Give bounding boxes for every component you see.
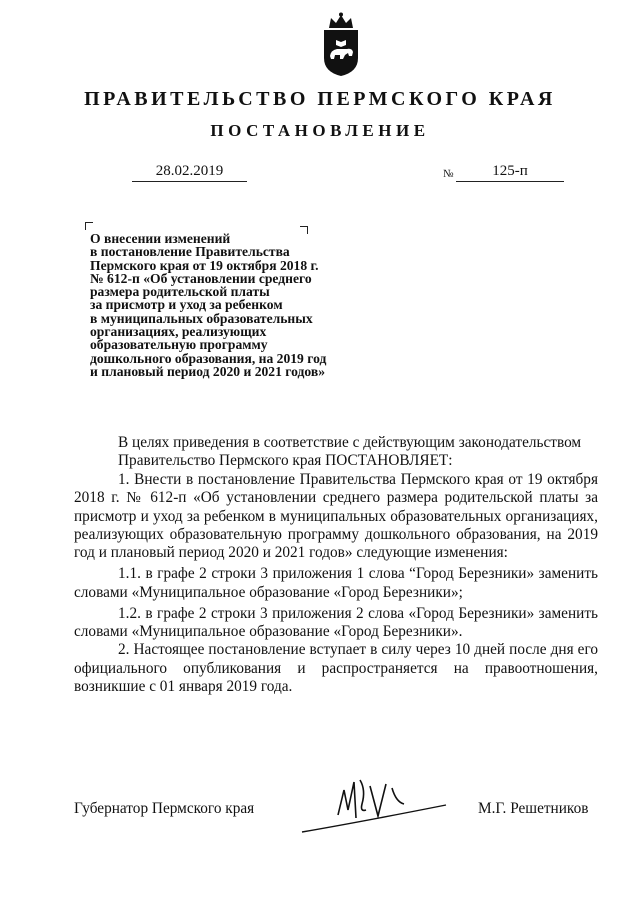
subject-line: О внесении изменений [90,231,231,246]
subject-line: образовательную программу [90,337,268,353]
subject-line: размера родительской платы [90,284,270,300]
document-type: ПОСТАНОВЛЕНИЕ [210,121,430,140]
subject-line: № 612-п «Об установлении среднего [90,270,312,286]
subject-line: в постановление Правительства [90,244,290,260]
document-number: 125-п [456,163,564,182]
signatory-name: М.Г. Решетников [478,800,589,817]
document-date: 28.02.2019 [132,163,247,182]
subject-line: за присмотр и уход за ребенком [90,297,283,313]
organization-title: ПРАВИТЕЛЬСТВО ПЕРМСКОГО КРАЯ [84,88,556,110]
paragraph-1-1: 1.1. в графе 2 строки 3 приложения 1 слова “Город Березники» заменить словами «Муниципальное образование «Город Березники»; [74,565,598,601]
subject-line: Пермского края от 19 октября 2018 г. [90,257,319,273]
intro-line: В целях приведения в соответствие с действующим законодательством [118,434,582,451]
perm-krai-coat-of-arms-icon [321,12,361,78]
paragraph-1: 1. Внести в постановление Правительства Пермского края от 19 октября 2018 г. № 612-п «Об установлении среднего размера родительской платы за присмотр и уход за ребенком в муниципальных образовательных организациях, реализующих образовательную программу дошкольного образования, на 2019 год и плановый период 2020 и 2021 годов» следующие изменения: [74,470,598,562]
number-sign: № [443,168,454,180]
subject-line: в муниципальных образовательных [90,310,313,326]
subject-line: организациях, реализующих [90,324,267,340]
subject-line: и плановый период 2020 и 2021 годов» [90,363,326,379]
paragraph-2: 2. Настоящее постановление вступает в силу через 10 дней после дня его официального опубликования и распространяется на правоотношения, возникшие с 01 января 2019 года. [74,641,598,696]
intro-line: Правительство Пермского края ПОСТАНОВЛЯЕТ: [118,452,453,470]
signatory-position: Губернатор Пермского края [74,800,255,817]
handwritten-signature-icon [300,760,450,840]
subject-line: дошкольного образования, на 2019 год [90,350,327,366]
paragraph-1-2: 1.2. в графе 2 строки 3 приложения 2 слова «Город Березники» заменить словами «Муниципальное образование «Город Березники». [74,604,598,641]
document-subject [90,232,390,378]
document-body [74,434,598,697]
subject-corner-left [85,222,93,230]
